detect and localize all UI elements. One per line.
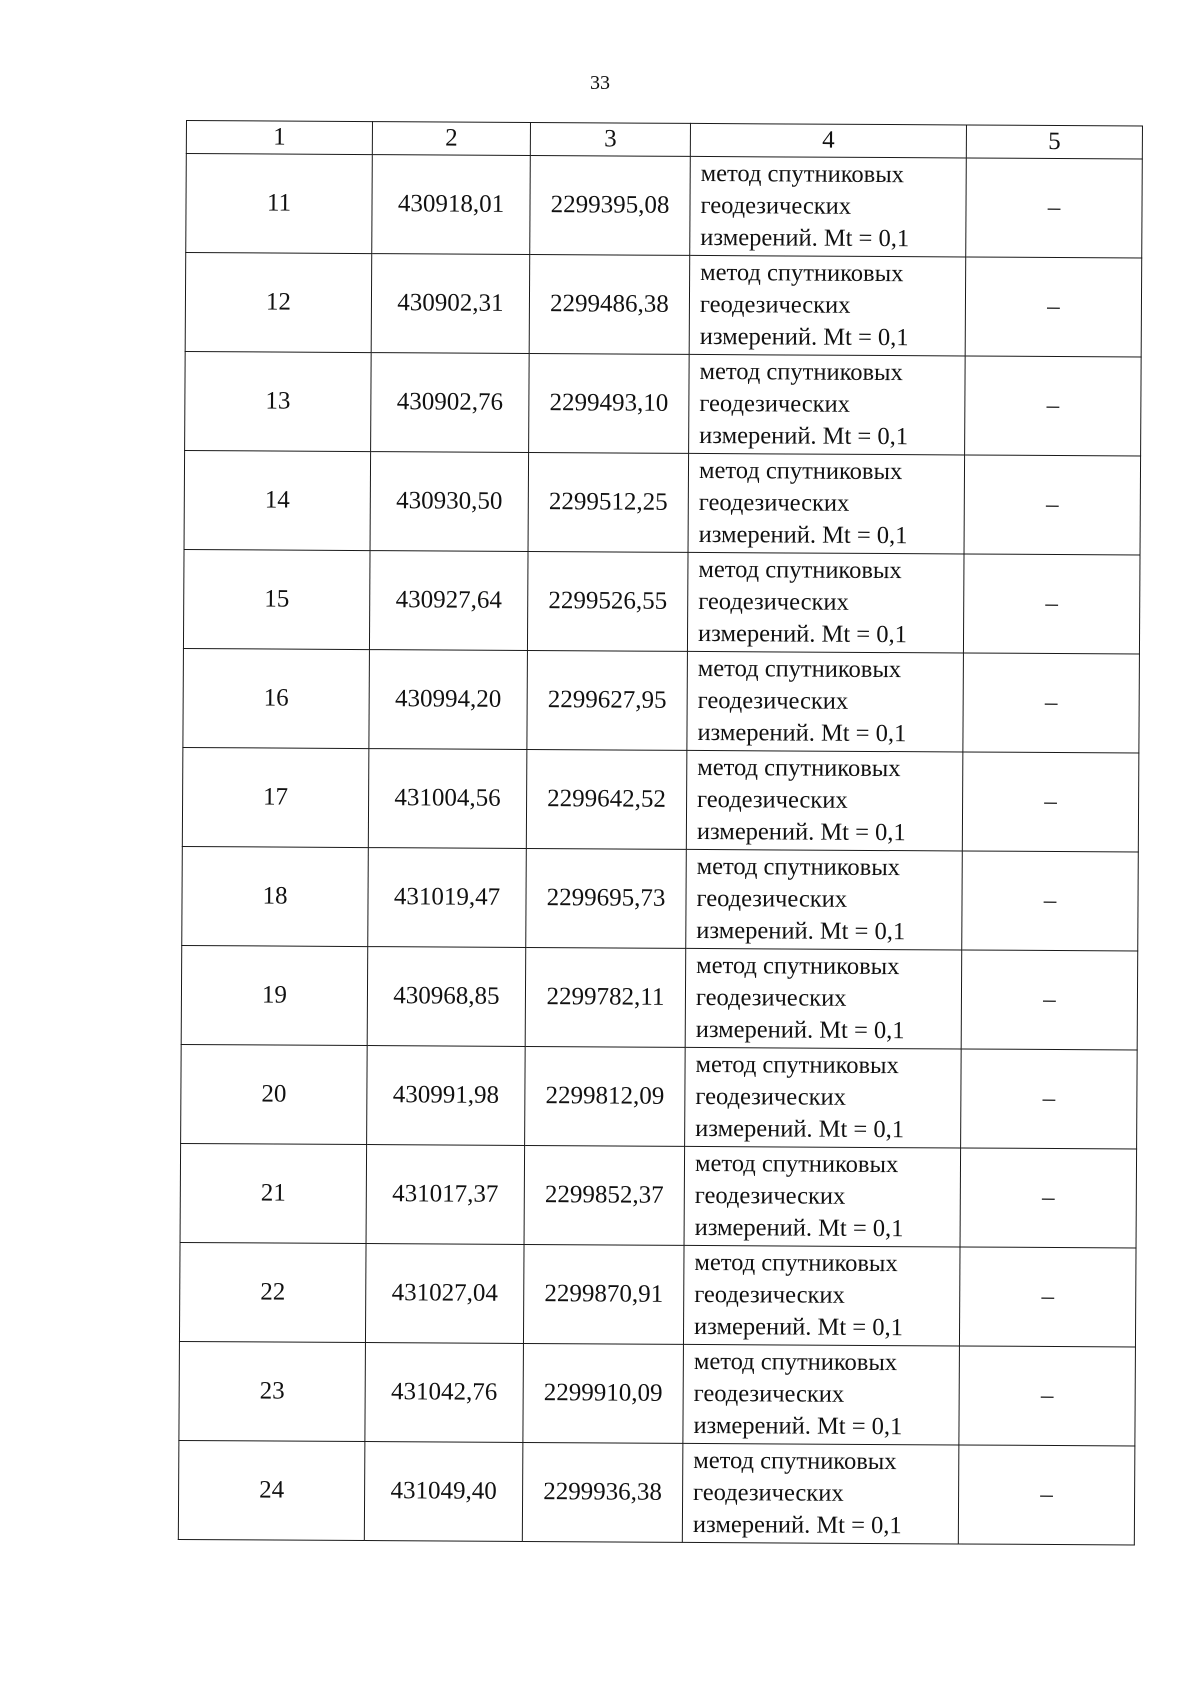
point-number-cell: 22 bbox=[179, 1242, 366, 1342]
method-line: геодезических bbox=[693, 1379, 845, 1408]
method-line: метод спутниковых bbox=[694, 1149, 899, 1179]
method-line: геодезических bbox=[698, 488, 850, 517]
point-number-cell: 20 bbox=[181, 1044, 368, 1144]
table-row bbox=[185, 253, 1142, 358]
point-number-cell: 21 bbox=[180, 1143, 367, 1243]
method-line: метод спутниковых bbox=[695, 1050, 899, 1080]
point-number-cell: 12 bbox=[185, 253, 372, 353]
note-cell: – bbox=[958, 1445, 1135, 1545]
note-cell: – bbox=[961, 1049, 1138, 1149]
method-line: метод спутниковых bbox=[700, 258, 904, 288]
x-coordinate-cell: 430902,76 bbox=[371, 353, 530, 453]
method-line: измерений. Mt = 0,1 bbox=[699, 421, 909, 451]
note-cell: – bbox=[963, 653, 1140, 753]
note-cell: – bbox=[962, 851, 1139, 951]
header-row bbox=[186, 121, 1142, 160]
y-coordinate-cell: 2299910,09 bbox=[523, 1343, 684, 1443]
method-line: геодезических bbox=[699, 290, 851, 319]
x-coordinate-cell: 430994,20 bbox=[369, 650, 528, 750]
method-line: геодезических bbox=[695, 1082, 846, 1111]
table-row bbox=[183, 549, 1140, 654]
method-line: метод спутниковых bbox=[698, 456, 903, 486]
method-cell bbox=[686, 750, 963, 851]
coordinates-table bbox=[178, 120, 1143, 1545]
method-line: метод спутниковых bbox=[693, 1347, 898, 1377]
method-line: геодезических bbox=[693, 1478, 844, 1507]
y-coordinate-cell: 2299870,91 bbox=[523, 1244, 684, 1344]
method-line: геодезических bbox=[694, 1181, 846, 1210]
method-line: метод спутниковых bbox=[699, 357, 903, 387]
method-line: измерений. Mt = 0,1 bbox=[699, 322, 909, 352]
method-cell bbox=[685, 948, 962, 1049]
point-number-cell: 19 bbox=[181, 945, 368, 1045]
method-line: измерений. Mt = 0,1 bbox=[692, 1510, 902, 1540]
x-coordinate-cell: 430918,01 bbox=[372, 155, 531, 255]
point-number-cell: 18 bbox=[182, 846, 369, 946]
table-row bbox=[183, 648, 1140, 753]
x-coordinate-cell: 431027,04 bbox=[365, 1244, 524, 1344]
method-line: геодезических bbox=[695, 983, 847, 1012]
method-line: измерений. Mt = 0,1 bbox=[697, 718, 907, 748]
method-line: измерений. Mt = 0,1 bbox=[700, 223, 910, 253]
y-coordinate-cell: 2299812,09 bbox=[525, 1046, 686, 1146]
y-coordinate-cell: 2299852,37 bbox=[524, 1145, 685, 1245]
method-line: метод спутниковых bbox=[696, 951, 900, 981]
method-cell bbox=[683, 1344, 960, 1445]
method-line: геодезических bbox=[698, 587, 849, 616]
table-row bbox=[185, 351, 1142, 456]
note-cell: – bbox=[959, 1346, 1136, 1446]
method-cell bbox=[687, 651, 964, 752]
method-line: измерений. Mt = 0,1 bbox=[694, 1213, 904, 1243]
table-row bbox=[181, 1044, 1138, 1149]
point-number-cell: 24 bbox=[178, 1440, 365, 1540]
method-line: измерений. Mt = 0,1 bbox=[696, 817, 906, 847]
method-line: измерений. Mt = 0,1 bbox=[696, 916, 906, 946]
method-line: геодезических bbox=[697, 785, 848, 814]
note-cell: – bbox=[959, 1247, 1136, 1347]
note-cell: – bbox=[966, 158, 1143, 258]
method-line: метод спутниковых bbox=[697, 654, 902, 684]
note-cell: – bbox=[965, 356, 1142, 456]
x-coordinate-cell: 430991,98 bbox=[367, 1046, 526, 1146]
method-line: геодезических bbox=[696, 884, 848, 913]
table-row bbox=[178, 1440, 1135, 1545]
method-line: измерений. Mt = 0,1 bbox=[695, 1015, 905, 1045]
method-line: геодезических bbox=[699, 389, 850, 418]
point-number-cell: 16 bbox=[183, 648, 370, 748]
method-cell bbox=[690, 156, 967, 257]
y-coordinate-cell: 2299936,38 bbox=[522, 1442, 683, 1542]
x-coordinate-cell: 430902,31 bbox=[371, 254, 530, 354]
table-header bbox=[186, 121, 1142, 160]
y-coordinate-cell: 2299695,73 bbox=[526, 848, 687, 948]
method-line: геодезических bbox=[694, 1280, 845, 1309]
method-cell bbox=[683, 1245, 960, 1346]
y-coordinate-cell: 2299493,10 bbox=[529, 353, 690, 453]
table-row bbox=[186, 154, 1143, 259]
method-line: измерений. Mt = 0,1 bbox=[693, 1312, 903, 1342]
method-line: измерений. Mt = 0,1 bbox=[698, 520, 908, 550]
x-coordinate-cell: 430927,64 bbox=[369, 551, 528, 651]
method-line: метод спутниковых bbox=[694, 1248, 898, 1278]
table-row bbox=[182, 747, 1139, 852]
point-number-cell: 13 bbox=[185, 351, 372, 451]
method-cell bbox=[689, 255, 966, 356]
column-header: 5 bbox=[966, 125, 1142, 159]
note-cell: – bbox=[964, 455, 1141, 555]
table-row bbox=[179, 1341, 1136, 1446]
method-line: измерений. Mt = 0,1 bbox=[693, 1411, 903, 1441]
method-line: метод спутниковых bbox=[698, 555, 902, 585]
table-row bbox=[180, 1143, 1137, 1248]
x-coordinate-cell: 431004,56 bbox=[368, 749, 527, 849]
y-coordinate-cell: 2299526,55 bbox=[527, 551, 688, 651]
y-coordinate-cell: 2299512,25 bbox=[528, 452, 689, 552]
note-cell: – bbox=[961, 950, 1138, 1050]
table-body bbox=[178, 154, 1142, 1545]
point-number-cell: 17 bbox=[182, 747, 369, 847]
y-coordinate-cell: 2299486,38 bbox=[529, 254, 690, 354]
x-coordinate-cell: 431049,40 bbox=[364, 1442, 523, 1542]
point-number-cell: 15 bbox=[183, 549, 370, 649]
x-coordinate-cell: 430968,85 bbox=[367, 947, 526, 1047]
method-cell bbox=[685, 1047, 962, 1148]
method-line: измерений. Mt = 0,1 bbox=[697, 619, 907, 649]
table-row bbox=[184, 450, 1141, 555]
table-row bbox=[181, 945, 1138, 1050]
table-row bbox=[182, 846, 1139, 951]
method-line: метод спутниковых bbox=[693, 1446, 897, 1476]
x-coordinate-cell: 431042,76 bbox=[365, 1343, 524, 1443]
point-number-cell: 11 bbox=[186, 154, 373, 254]
note-cell: – bbox=[960, 1148, 1137, 1248]
column-header: 1 bbox=[186, 121, 372, 155]
x-coordinate-cell: 431017,37 bbox=[366, 1145, 525, 1245]
note-cell: – bbox=[963, 554, 1140, 654]
y-coordinate-cell: 2299782,11 bbox=[525, 947, 686, 1047]
x-coordinate-cell: 430930,50 bbox=[370, 452, 529, 552]
point-number-cell: 14 bbox=[184, 450, 371, 550]
page-number: 33 bbox=[590, 72, 610, 94]
column-header: 2 bbox=[372, 122, 530, 156]
table-row bbox=[179, 1242, 1136, 1347]
y-coordinate-cell: 2299395,08 bbox=[530, 155, 691, 255]
x-coordinate-cell: 431019,47 bbox=[368, 848, 527, 948]
note-cell: – bbox=[965, 257, 1142, 357]
column-header: 4 bbox=[690, 123, 966, 158]
method-line: геодезических bbox=[697, 686, 849, 715]
method-cell bbox=[687, 552, 964, 653]
method-cell bbox=[684, 1146, 961, 1247]
column-header: 3 bbox=[530, 122, 690, 156]
method-cell bbox=[682, 1443, 959, 1544]
method-cell bbox=[689, 354, 966, 455]
method-line: метод спутниковых bbox=[700, 159, 905, 189]
point-number-cell: 23 bbox=[179, 1341, 366, 1441]
method-line: измерений. Mt = 0,1 bbox=[695, 1114, 905, 1144]
method-line: геодезических bbox=[700, 191, 852, 220]
method-line: метод спутниковых bbox=[697, 753, 901, 783]
method-cell bbox=[686, 849, 963, 950]
method-line: метод спутниковых bbox=[696, 852, 901, 882]
method-cell bbox=[688, 453, 965, 554]
note-cell: – bbox=[962, 752, 1139, 852]
y-coordinate-cell: 2299642,52 bbox=[526, 749, 687, 849]
y-coordinate-cell: 2299627,95 bbox=[527, 650, 688, 750]
